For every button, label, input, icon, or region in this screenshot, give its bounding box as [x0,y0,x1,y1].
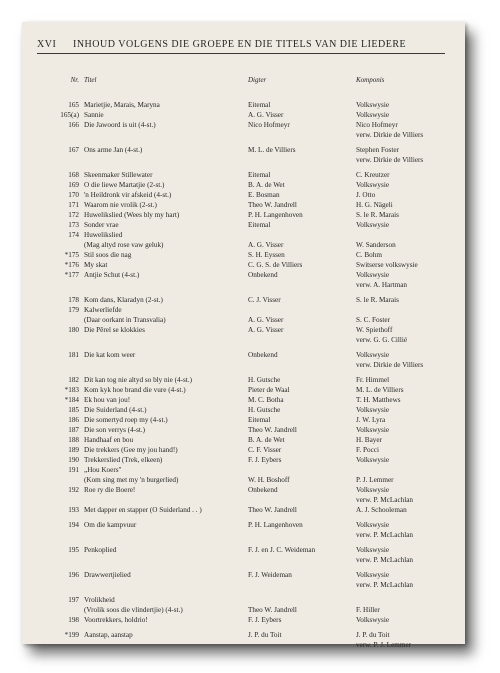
song-title: Met dapper en stapper (O Suiderland . . ) [84,506,202,514]
song-title: (Kom sing met my 'n burgerlied) [84,476,179,484]
song-poet: Eitemal [248,101,271,109]
song-number: 169 [68,181,79,189]
column-header-composer: Komponis [356,76,385,84]
song-number: 174 [68,231,79,239]
song-number: 180 [68,326,79,334]
song-composer: verw. P. McLachlan [356,531,414,539]
song-title: Waarom nie vrolik (2-st.) [84,201,157,209]
song-title: Die somertyd roep my (4-st.) [84,416,168,424]
song-title: Drawwertjielied [84,571,131,579]
song-composer: Switserse volkswysie [356,261,418,269]
song-number: 196 [68,571,79,579]
song-poet: J. P. du Toit [248,631,282,639]
song-title: (Mag altyd rose vaw geluk) [84,241,164,249]
song-title: Handhaaf en bou [84,436,134,444]
table-row [22,261,465,269]
song-composer: S. C. Foster [356,316,390,324]
table-row [22,496,465,504]
song-poet: W. H. Boshoff [248,476,290,484]
song-composer: Volkswysie [356,271,390,279]
song-composer: Volkswysie [356,221,390,229]
table-row [22,641,465,649]
table-row [22,476,465,484]
table-row [22,521,465,529]
song-number: 191 [68,466,79,474]
song-title: Huwelikslied (Wees bly my hart) [84,211,180,219]
song-composer: H. G. Nägeli [356,201,393,209]
song-composer: C. Bohm [356,251,382,259]
table-row [22,251,465,259]
running-head [37,39,445,50]
song-number: 167 [68,146,79,154]
song-poet: F. J. Eybers [248,456,282,464]
song-title: Dit kan tog nie altyd so bly nie (4-st.) [84,376,192,384]
table-row [22,616,465,624]
table-row [22,361,465,369]
table-row [22,326,465,334]
song-composer: W. Spiethoff [356,326,393,334]
table-row [22,316,465,324]
song-poet: Eitemal [248,171,271,179]
table-row [22,156,465,164]
song-title: Ek hou van jou! [84,396,131,404]
column-header-nr: Nr. [70,76,79,84]
song-title: Trekkerslied (Trek, elkeen) [84,456,163,464]
song-poet: H. Gutsche [248,376,281,384]
song-number: *199 [64,631,79,639]
song-number: *183 [64,386,79,394]
song-title: My skat [84,261,108,269]
song-composer: T. H. Matthews [356,396,401,404]
table-row [22,556,465,564]
song-title: Die son verrys (4-st.) [84,426,146,434]
song-title: Kom kyk hoe brand die vure (4-st.) [84,386,186,394]
song-poet: Onbekend [248,351,278,359]
song-composer: Volkswysie [356,616,390,624]
song-composer: S. le R. Marais [356,211,399,219]
song-poet: Theo W. Jandrell [248,606,297,614]
song-title: Skeenmaker Stillewater [84,171,153,179]
song-poet: A. G. Visser [248,241,284,249]
song-number: 166 [68,121,79,129]
table-row [22,376,465,384]
song-poet: B. A. de Wet [248,181,285,189]
song-composer: verw. P. McLachlan [356,556,414,564]
table-row [22,296,465,304]
song-poet: H. Gutsche [248,406,281,414]
song-title: Antjie Schut (4-st.) [84,271,140,279]
song-number: 165 [68,101,79,109]
song-title: O die liewe Martatjie (2-st.) [84,181,165,189]
song-title: Die kat kom weer [84,351,136,359]
table-row [22,191,465,199]
song-number: 192 [68,486,79,494]
table-row [22,171,465,179]
song-poet: Theo W. Jandrell [248,426,297,434]
song-number: 197 [68,596,79,604]
song-number: *184 [64,396,79,404]
song-number: 173 [68,221,79,229]
song-poet: C. J. Visser [248,296,281,304]
song-composer: verw. Dirkie de Villiers [356,156,424,164]
table-row [22,211,465,219]
table-row [22,546,465,554]
song-number: 171 [68,201,79,209]
song-poet: C. F. Visser [248,446,282,454]
song-title: Sonder vrae [84,221,119,229]
song-composer: W. Sanderson [356,241,396,249]
song-composer: J. W. Lyra [356,416,386,424]
song-poet: F. J. en J. C. Weideman [248,546,316,554]
column-header-title: Titel [84,76,97,84]
song-composer: H. Bayer [356,436,382,444]
song-composer: Volkswysie [356,181,390,189]
song-composer: Volkswysie [356,101,390,109]
song-number: 194 [68,521,79,529]
song-poet: A. G. Visser [248,111,284,119]
song-poet: A. G. Visser [248,326,284,334]
song-composer: Volkswysie [356,486,390,494]
table-row [22,281,465,289]
song-composer: Volkswysie [356,111,390,119]
table-row [22,306,465,314]
song-title: Die Jawoord is uit (4-st.) [84,121,156,129]
song-composer: F. Pocci [356,446,379,454]
song-title: Aanstap, aanstap [84,631,133,639]
song-title: Kalwerliefde [84,306,122,314]
song-composer: Volkswysie [356,456,390,464]
song-poet: P. H. Langenhoven [248,521,303,529]
song-title: Die trekkers (Gee my jou hand!) [84,446,178,454]
song-poet: S. H. Eyssen [248,251,285,259]
song-poet: P. H. Langenhoven [248,211,303,219]
table-row [22,241,465,249]
song-composer: Volkswysie [356,571,390,579]
song-composer: Nico Hofmeyr [356,121,398,129]
song-composer: Volkswysie [356,521,390,529]
song-composer: Volkswysie [356,426,390,434]
table-row [22,466,465,474]
song-number: 198 [68,616,79,624]
song-poet: Eitemal [248,416,271,424]
song-number: 185 [68,406,79,414]
song-title: Huwelikslied [84,231,123,239]
song-title: Die Suiderland (4-st.) [84,406,147,414]
table-row [22,231,465,239]
song-poet: C. G. S. de Villiers [248,261,303,269]
table-row [22,271,465,279]
song-title: 'n Heildronk vir afskeid (4-st.) [84,191,172,199]
table-row [22,396,465,404]
song-number: 188 [68,436,79,444]
table-row [22,446,465,454]
table-row [22,101,465,109]
song-composer: C. Kreutzer [356,171,390,179]
table-row [22,351,465,359]
song-number: 193 [68,506,79,514]
song-title: (Vrolik soos die vlindertjie) (4-st.) [84,606,183,614]
song-poet: Onbekend [248,271,278,279]
song-composer: verw. A. Hartman [356,281,408,289]
table-row [22,181,465,189]
song-number: 178 [68,296,79,304]
song-title: Sannie [84,111,104,119]
song-number: 168 [68,171,79,179]
song-composer: P. J. Lemmer [356,476,394,484]
song-number: 187 [68,426,79,434]
song-composer: Fr. Himmel [356,376,390,384]
table-row [22,131,465,139]
song-composer: J. P. du Toit [356,631,390,639]
table-row [22,416,465,424]
table-row [22,486,465,494]
song-composer: verw. P. McLachlan [356,496,414,504]
song-title: „Hou Koers" [84,466,122,474]
table-row [22,581,465,589]
song-composer: S. le R. Marais [356,296,399,304]
song-title: Marietjie, Marais, Maryna [84,101,160,109]
table-row [22,596,465,604]
book-page [22,22,465,649]
song-composer: Stephen Foster [356,146,399,154]
song-number: 189 [68,446,79,454]
page-number: XVI [37,39,57,50]
table-row [22,336,465,344]
song-poet: B. A. de Wet [248,436,285,444]
table-row [22,121,465,129]
song-composer: verw. P. J. Lemmer [356,641,412,649]
table-row [22,436,465,444]
song-composer: verw. Dirkie de Villiers [356,131,424,139]
song-number: 181 [68,351,79,359]
song-number: 190 [68,456,79,464]
song-title: Penkoplied [84,546,117,554]
column-header-poet: Digter [248,76,267,84]
song-number: 179 [68,306,79,314]
table-row [22,531,465,539]
table-row [22,506,465,514]
table-row [22,146,465,154]
song-title: Ons arme Jan (4-st.) [84,146,143,154]
song-composer: verw. G. G. Cillié [356,336,408,344]
song-composer: M. L. de Villiers [356,386,404,394]
song-poet: F. J. Eybers [248,616,282,624]
song-poet: Theo W. Jandrell [248,506,297,514]
table-row [22,111,465,119]
song-poet: Eitemal [248,221,271,229]
table-row [22,631,465,639]
table-row [22,406,465,414]
table-row [22,386,465,394]
song-poet: Pieter de Waal [248,386,290,394]
page-heading: INHOUD VOLGENS DIE GROEPE EN DIE TITELS VAN DIE LIEDERE [73,39,407,50]
song-composer: verw. P. McLachlan [356,581,414,589]
song-title: Roe ry die Boere! [84,486,136,494]
song-composer: F. Hiller [356,606,380,614]
song-poet: Onbekend [248,486,278,494]
song-composer: verw. Dirkie de Villiers [356,361,424,369]
song-number: *177 [64,271,79,279]
song-poet: E. Bosman [248,191,280,199]
song-number: 186 [68,416,79,424]
song-number: 195 [68,546,79,554]
song-poet: F. J. Weideman [248,571,292,579]
song-composer: Volkswysie [356,406,390,414]
table-row [22,571,465,579]
song-title: Kom dans, Klaradyn (2-st.) [84,296,163,304]
song-number: 182 [68,376,79,384]
table-row [22,456,465,464]
song-number: 172 [68,211,79,219]
song-composer: J. Otto [356,191,376,199]
table-row [22,426,465,434]
song-number: 165(a) [60,111,79,119]
song-poet: M. C. Botha [248,396,284,404]
song-title: Die Pêrel se klokkies [84,326,145,334]
song-title: Vrolikheid [84,596,115,604]
song-composer: Volkswysie [356,351,390,359]
table-row [22,201,465,209]
song-title: (Daar oorkant in Transvalia) [84,316,166,324]
song-composer: A. J. Schooleman [356,506,407,514]
song-title: Voortrekkers, holdrio! [84,616,148,624]
song-poet: Theo W. Jandrell [248,201,297,209]
song-title: Om die kampvuur [84,521,137,529]
song-composer: Volkswysie [356,546,390,554]
header-rule [37,53,445,54]
song-title: Stil soos die nag [84,251,132,259]
song-poet: A. G. Visser [248,316,284,324]
song-number: 170 [68,191,79,199]
table-row [22,606,465,614]
song-number: *175 [64,251,79,259]
song-number: *176 [64,261,79,269]
song-poet: M. L. de Villiers [248,146,296,154]
table-row [22,221,465,229]
song-poet: Nico Hofmeyr [248,121,290,129]
